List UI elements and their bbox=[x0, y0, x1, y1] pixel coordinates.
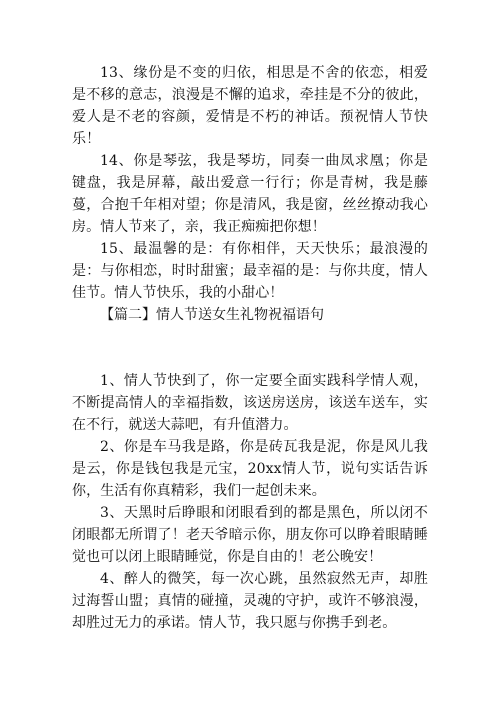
paragraph-2: 2、你是车马我是路，你是砖瓦我是泥，你是风儿我是云，你是钱包我是元宝，20xx情人节，说句实话告诉你，生活有你真精彩，我们一起创未来。 bbox=[72, 439, 428, 499]
paragraph-13: 13、缘份是不变的归依，相思是不舍的依恋，相爱是不移的意志，浪漫是不懈的追求，牵挂是不分的彼此，爱人是不老的容颜，爱情是不朽的神话。预祝情人节快乐！ bbox=[72, 65, 428, 147]
paragraph-15: 15、最温馨的是：有你相伴，天天快乐；最浪漫的是：与你相恋，时时甜蜜；最幸福的是：与你共度，情人佳节。情人节快乐，我的小甜心！ bbox=[72, 241, 428, 301]
section-title: 【篇二】情人节送女生礼物祝福语句 bbox=[100, 307, 324, 323]
document-content bbox=[72, 62, 428, 634]
section-spacer bbox=[72, 326, 428, 370]
paragraph-3: 3、天黑时后睁眼和闭眼看到的都是黑色，所以闭不闭眼都无所谓了！老天爷暗示你，朋友你可以睁着眼睛睡觉也可以闭上眼睛睡觉，你是自由的！老公晚安！ bbox=[72, 505, 428, 565]
paragraph-1: 1、情人节快到了，你一定要全面实践科学情人观，不断提高情人的幸福指数，该送房送房，该送车送车，实在不行，就送大蒜吧，有升值潜力。 bbox=[72, 373, 428, 433]
paragraph-4: 4、醉人的微笑，每一次心跳，虽然寂然无声，却胜过海誓山盟；真情的碰撞，灵魂的守护，或许不够浪漫，却胜过无力的承诺。情人节，我只愿与你携手到老。 bbox=[72, 571, 428, 631]
paragraph-14: 14、你是琴弦，我是琴坊，同奏一曲凤求凰；你是键盘，我是屏幕，敲出爱意一行行；你是青树，我是藤蔓，合抱千年相对望；你是清风，我是窗，丝丝撩动我心房。情人节来了，亲，我正痴痴把你想！ bbox=[72, 153, 428, 235]
